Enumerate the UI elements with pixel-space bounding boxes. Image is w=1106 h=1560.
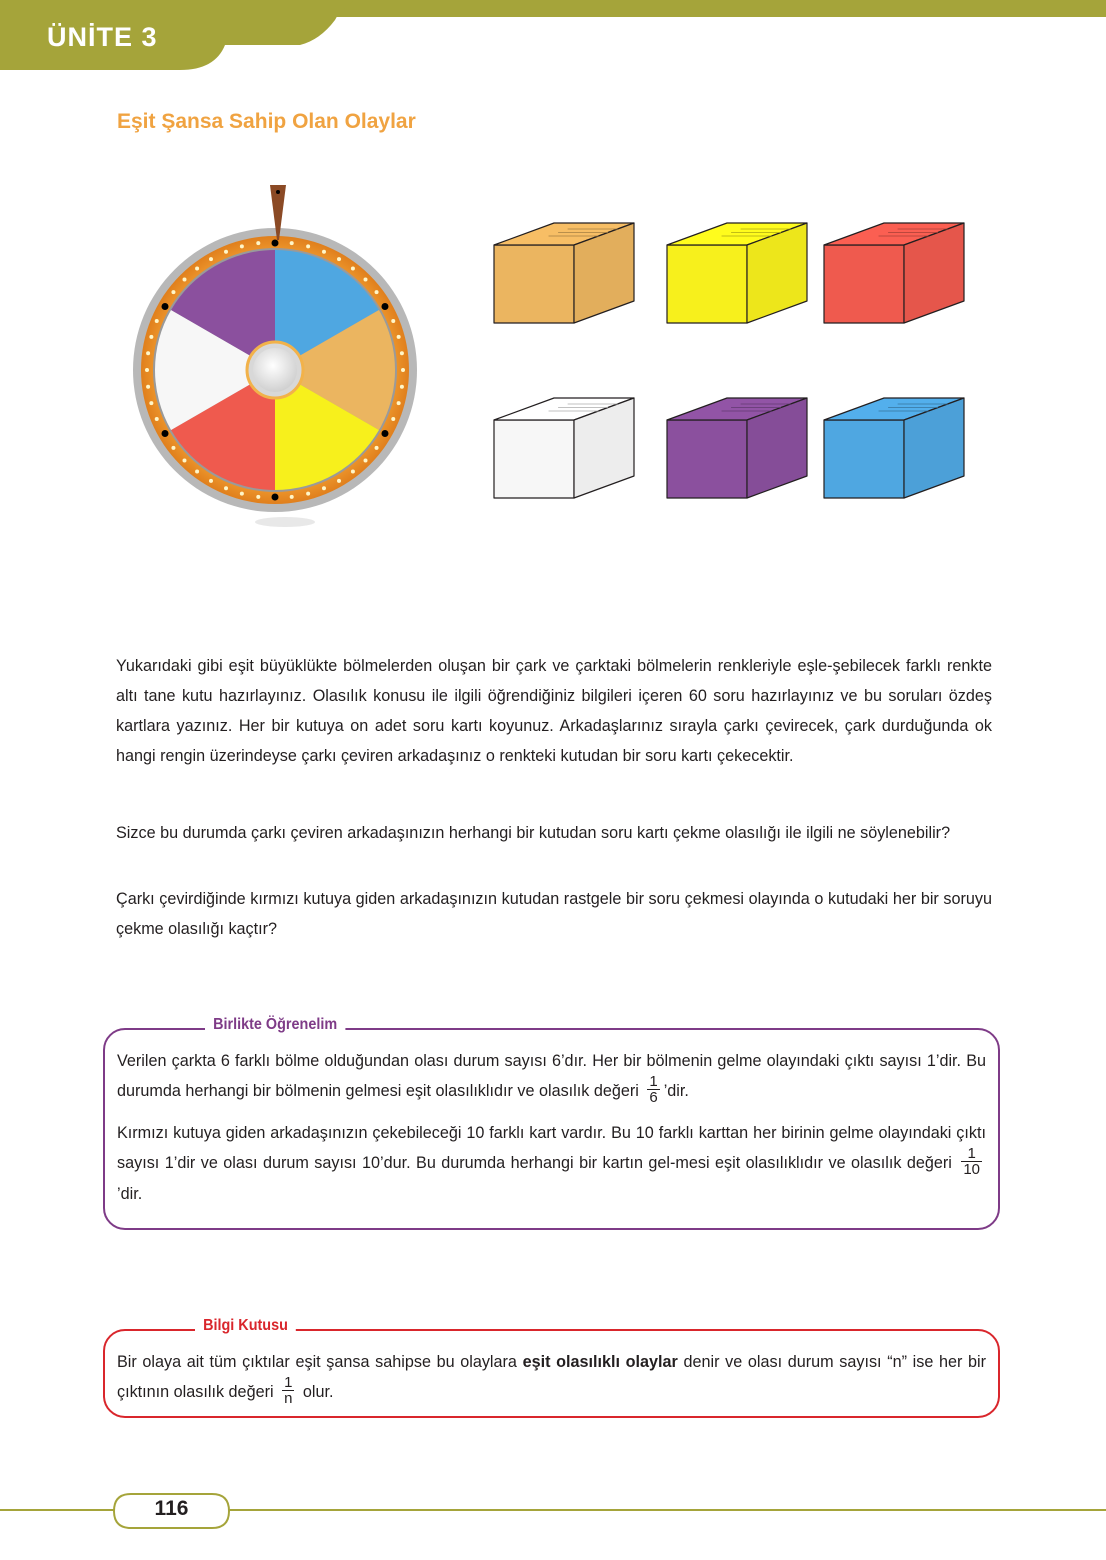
rim-light bbox=[224, 250, 228, 254]
rim-light bbox=[171, 290, 175, 294]
fraction-one-tenth: $\frac{1}{10}$ bbox=[963, 1145, 980, 1179]
rim-light bbox=[146, 385, 150, 389]
learn-paragraph-1: Verilen çarkta 6 farklı bölme olduğundan olası durum sayısı 6’dır. Her bir bölmenin gelme olayındaki çıktı sayısı 1’dir. Bu durumda herhangi bir bölmenin gelmesi eşit olasılıklıdır ve olasılık değeri $\frac{1}{6}$ ’dir. bbox=[117, 1052, 986, 1107]
question-paragraph-1: Sizce bu durumda çarkı çeviren arkadaşınızın herhangi bir kutudan soru kartı çekme olasılığı ile ilgili ne söylenebilir? bbox=[116, 824, 951, 843]
info-box-title: Bilgi Kutusu bbox=[195, 1317, 296, 1335]
fraction-one-over-n: $\frac{1}{n}$ bbox=[284, 1374, 293, 1408]
rim-light bbox=[364, 459, 368, 463]
rim-light bbox=[182, 277, 186, 281]
wheel-divider-dot bbox=[162, 430, 169, 437]
rim-light bbox=[397, 401, 401, 405]
rim-light bbox=[145, 368, 149, 372]
rim-light bbox=[256, 495, 260, 499]
rim-light bbox=[337, 257, 341, 261]
rim-light bbox=[209, 479, 213, 483]
rim-light bbox=[240, 492, 244, 496]
rim-light bbox=[306, 492, 310, 496]
rim-light bbox=[391, 319, 395, 323]
learn-together-box bbox=[103, 1016, 1000, 1230]
color-boxes bbox=[490, 215, 970, 510]
rim-light bbox=[397, 335, 401, 339]
fraction-one-sixth: $\frac{1}{6}$ bbox=[649, 1073, 658, 1107]
rim-light bbox=[149, 335, 153, 339]
wheel-hub bbox=[253, 348, 297, 392]
rim-light bbox=[256, 241, 260, 245]
rim-light bbox=[391, 417, 395, 421]
rim-light bbox=[209, 257, 213, 261]
info-box-text: Bir olaya ait tüm çıktılar eşit şansa sahipse bu olaylara eşit olasılıklı olaylar denir ve olası durum sayısı “n” ise her bir çıktının olasılık değeri $\frac{1}{n}$ olur. bbox=[117, 1353, 986, 1408]
rim-light bbox=[401, 368, 405, 372]
rim-light bbox=[146, 351, 150, 355]
wheel-divider-dot bbox=[381, 303, 388, 310]
rim-light bbox=[240, 244, 244, 248]
box-purple bbox=[667, 398, 807, 498]
section-title: Eşit Şansa Sahip Olan Olaylar bbox=[117, 110, 416, 133]
spinner-wheel bbox=[130, 180, 430, 530]
box-blue bbox=[824, 398, 964, 498]
rim-light bbox=[364, 277, 368, 281]
rim-light bbox=[195, 470, 199, 474]
rim-light bbox=[171, 446, 175, 450]
wheel-divider-dot bbox=[381, 430, 388, 437]
rim-light bbox=[182, 459, 186, 463]
rim-light bbox=[195, 266, 199, 270]
rim-light bbox=[351, 470, 355, 474]
learn-together-title: Birlikte Öğrenelim bbox=[205, 1016, 345, 1034]
rim-light bbox=[375, 446, 379, 450]
intro-paragraph: Yukarıdaki gibi eşit büyüklükte bölmelerden oluşan bir çark ve çarktaki bölmelerin renkleriyle eşle-şebilecek farklı renkte altı tane kutu hazırlayınız. Olasılık konusu ile ilgili öğrendiğiniz bilgileri içeren 60 soru hazırlayınız ve bu soruları özdeş kartlara yazınız. Her bir kutuya on adet soru kartı koyunuz. Arkadaşlarınız sırayla çarkı çevirecek, çark durduğunda ok hangi rengin üzerindeyse çarkı çeviren arkadaşınız o renkteki kutudan bir soru kartı çekecektir. bbox=[116, 657, 992, 766]
rim-light bbox=[290, 495, 294, 499]
rim-light bbox=[155, 417, 159, 421]
question-paragraph-2: Çarkı çevirdiğinde kırmızı kutuya giden arkadaşınızın kutudan rastgele bir soru çekmesi olayında o kutudaki her bir soruyu çekme olasılığı kaçtır? bbox=[116, 890, 992, 939]
box-red bbox=[824, 223, 964, 323]
rim-light bbox=[375, 290, 379, 294]
rim-light bbox=[400, 351, 404, 355]
box-orange bbox=[494, 223, 634, 323]
unit-label: ÜNİTE 3 bbox=[47, 22, 158, 52]
box-yellow bbox=[667, 223, 807, 323]
rim-light bbox=[351, 266, 355, 270]
rim-light bbox=[306, 244, 310, 248]
rim-light bbox=[322, 486, 326, 490]
box-white bbox=[494, 398, 634, 498]
rim-light bbox=[149, 401, 153, 405]
page-number: 116 bbox=[154, 1497, 189, 1520]
rim-light bbox=[322, 250, 326, 254]
wheel-divider-dot bbox=[272, 494, 279, 501]
rim-light bbox=[224, 486, 228, 490]
wheel-divider-dot bbox=[272, 240, 279, 247]
rim-light bbox=[290, 241, 294, 245]
rim-light bbox=[400, 385, 404, 389]
wheel-divider-dot bbox=[162, 303, 169, 310]
rim-light bbox=[155, 319, 159, 323]
info-box bbox=[103, 1317, 1000, 1418]
rim-light bbox=[337, 479, 341, 483]
learn-paragraph-2: Kırmızı kutuya giden arkadaşınızın çekebileceği 10 farklı kart vardır. Bu 10 farklı karttan her birinin gelme olayındaki çıktı sayısı 1’dir ve olası durum sayısı 10’dur. Bu durumda herhangi bir kartın gel-mesi eşit olasılıklıdır ve olasılık değeri $\frac{1}{10}$ ’dir. bbox=[117, 1124, 986, 1204]
